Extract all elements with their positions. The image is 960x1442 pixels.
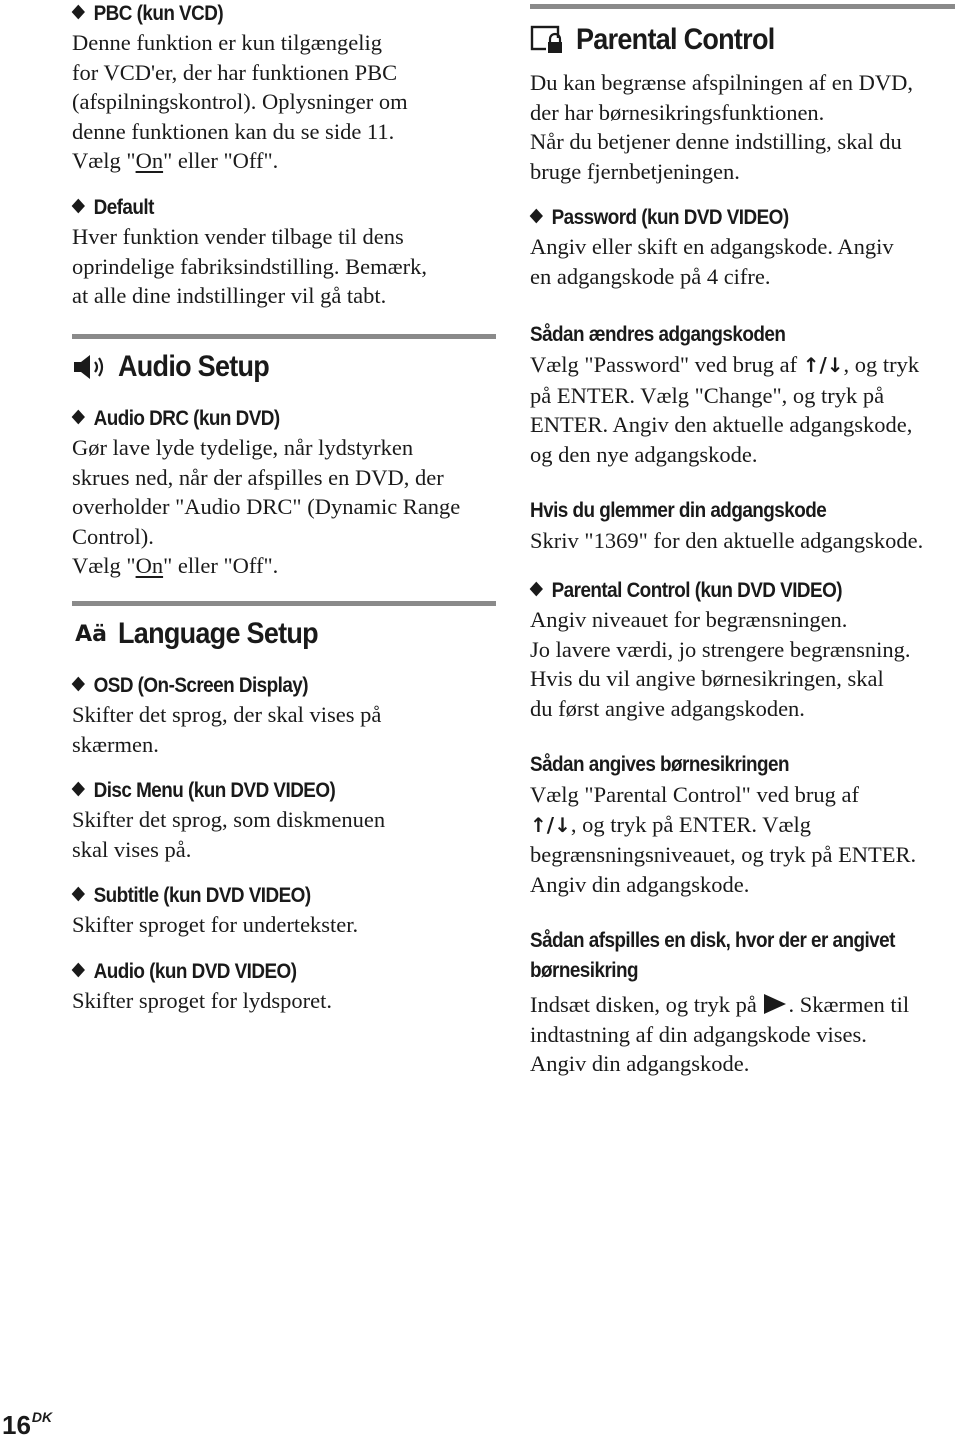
diamond-bullet-icon <box>72 199 85 214</box>
forgot-password-heading: Hvis du glemmer din adgangskode <box>530 499 827 522</box>
set-parental-heading: Sådan angives børnesikringen <box>530 753 790 776</box>
change-password-heading: Sådan ændres adgangskoden <box>530 323 786 346</box>
set-parental-line: begrænsningsniveauet, og tryk på ENTER. <box>530 842 917 867</box>
intro-line: Du kan begrænse afspilningen af en DVD, <box>530 70 914 95</box>
forgot-password-section <box>530 496 960 556</box>
change-line: Vælg "Password" ved brug af ↑/↓, og tryk <box>530 352 920 377</box>
diamond-bullet-icon <box>72 887 85 902</box>
parental-level-line: du først angive adgangskoden. <box>530 695 805 721</box>
set-parental-line: ↑/↓, og tryk på ENTER. Vælg <box>530 811 812 837</box>
pbc-line: for VCD'er, der har funktionen PBC <box>72 59 398 85</box>
password-line: Angiv eller skift en adgangskode. Angiv <box>530 234 894 259</box>
intro-line: bruge fjernbetjeningen. <box>530 158 740 184</box>
diamond-bullet-icon <box>72 962 85 977</box>
parental-level-line: Hvis du vil angive børnesikringen, skal <box>530 666 884 691</box>
language-setup-title: Aä Language Setup <box>72 614 496 654</box>
audio-drc-line: overholder "Audio DRC" (Dynamic Range <box>72 494 461 519</box>
disc-menu-heading: Disc Menu (kun DVD VIDEO) <box>72 777 454 805</box>
default-line: Hver funktion vender tilbage til dens <box>72 224 404 249</box>
play-locked-line: indtastning af din adgangskode vises. <box>530 1021 867 1047</box>
subtitle-heading: Subtitle (kun DVD VIDEO) <box>72 882 454 910</box>
default-value-on: On <box>135 553 164 578</box>
diamond-bullet-icon <box>530 582 543 597</box>
pbc-line: denne funktionen kan du se side 11. <box>72 118 395 144</box>
parental-level-heading: Parental Control (kun DVD VIDEO) <box>530 577 913 605</box>
pbc-section <box>72 0 500 176</box>
disc-menu-line: Skifter det sprog, som diskmenuen <box>72 807 386 832</box>
change-line: og den nye adgangskode. <box>530 441 758 467</box>
intro-line: der har børnesikringsfunktionen. <box>530 99 825 125</box>
forgot-line: Skriv "1369" for den aktuelle adgangskode. <box>530 528 924 553</box>
language-setup-section <box>72 601 496 1015</box>
audio-drc-heading: Audio DRC (kun DVD) <box>72 405 454 433</box>
password-heading: Password (kun DVD VIDEO) <box>530 204 913 232</box>
parental-level-line: Angiv niveauet for begrænsningen. <box>530 607 848 632</box>
play-locked-line: Indsæt disken, og tryk på . Skærmen til <box>530 992 910 1017</box>
up-down-arrow-icon: ↑/↓ <box>802 353 844 377</box>
parental-lock-icon <box>530 22 568 58</box>
password-line: en adgangskode på 4 cifre. <box>530 263 771 289</box>
up-down-arrow-icon: ↑/↓ <box>530 812 571 837</box>
audio-drc-line: Gør lave lyde tydelige, når lydstyrken <box>72 435 414 460</box>
set-parental-section <box>530 750 955 899</box>
play-icon <box>764 994 786 1014</box>
diamond-bullet-icon <box>72 782 85 797</box>
change-line: ENTER. Angiv den aktuelle adgangskode, <box>530 412 913 437</box>
default-line: oprindelige fabriksindstilling. Bemærk, <box>72 253 427 279</box>
play-locked-heading: Sådan afspilles en disk, hvor der er angivet <box>530 929 895 952</box>
pbc-line: Denne funktion er kun tilgængelig <box>72 30 382 55</box>
speaker-icon <box>72 349 110 385</box>
audio-language-heading: Audio (kun DVD VIDEO) <box>72 958 454 986</box>
pbc-heading: PBC (kun VCD) <box>72 0 457 28</box>
parental-level-line: Jo lavere værdi, jo strengere begrænsning. <box>530 636 911 662</box>
language-icon: Aä <box>75 621 107 647</box>
page-number: $16^{DK}$ <box>2 1409 53 1440</box>
default-value-on: On <box>135 148 164 173</box>
subtitle-line: Skifter sproget for undertekster. <box>72 912 359 937</box>
change-password-section <box>530 320 955 469</box>
default-heading: Default <box>72 194 457 222</box>
default-section <box>72 194 500 311</box>
audio-setup-title: Audio Setup <box>72 347 496 387</box>
play-locked-line: Angiv din adgangskode. <box>530 1051 750 1076</box>
default-line: at alle dine indstillinger vil gå tabt. <box>72 283 387 308</box>
parental-intro <box>530 68 955 186</box>
change-line: på ENTER. Vælg "Change", og tryk på <box>530 382 885 408</box>
osd-heading: OSD (On-Screen Display) <box>72 672 454 700</box>
pbc-line: (afspilningskontrol). Oplysninger om <box>72 89 408 114</box>
intro-line: Når du betjener denne indstilling, skal du <box>530 129 902 154</box>
diamond-bullet-icon <box>530 209 543 224</box>
password-section <box>530 204 955 291</box>
audio-language-line: Skifter sproget for lydsporet. <box>72 987 332 1013</box>
set-parental-line: Vælg "Parental Control" ved brug af <box>530 782 859 807</box>
set-parental-line: Angiv din adgangskode. <box>530 871 750 897</box>
section-divider <box>530 4 955 9</box>
diamond-bullet-icon <box>72 410 85 425</box>
parental-control-title: Parental Control <box>530 20 797 60</box>
diamond-bullet-icon <box>72 677 85 692</box>
play-locked-disc-section <box>530 926 955 1079</box>
audio-drc-line: Control). <box>72 523 154 549</box>
parental-level-section <box>530 577 955 723</box>
osd-line: skærmen. <box>72 731 159 757</box>
audio-drc-line: skrues ned, når der afspilles en DVD, der <box>72 464 444 490</box>
play-locked-heading: børnesikring <box>530 959 638 982</box>
language-code: DK <box>31 1409 53 1425</box>
pbc-choice: Vælg "On" eller "Off". <box>72 148 279 173</box>
diamond-bullet-icon <box>72 5 85 20</box>
audio-setup-section <box>72 334 496 581</box>
audio-drc-choice: Vælg "On" eller "Off". <box>72 553 279 578</box>
disc-menu-line: skal vises på. <box>72 836 192 862</box>
section-divider <box>72 334 496 339</box>
section-divider <box>72 601 496 606</box>
osd-line: Skifter det sprog, der skal vises på <box>72 702 382 727</box>
